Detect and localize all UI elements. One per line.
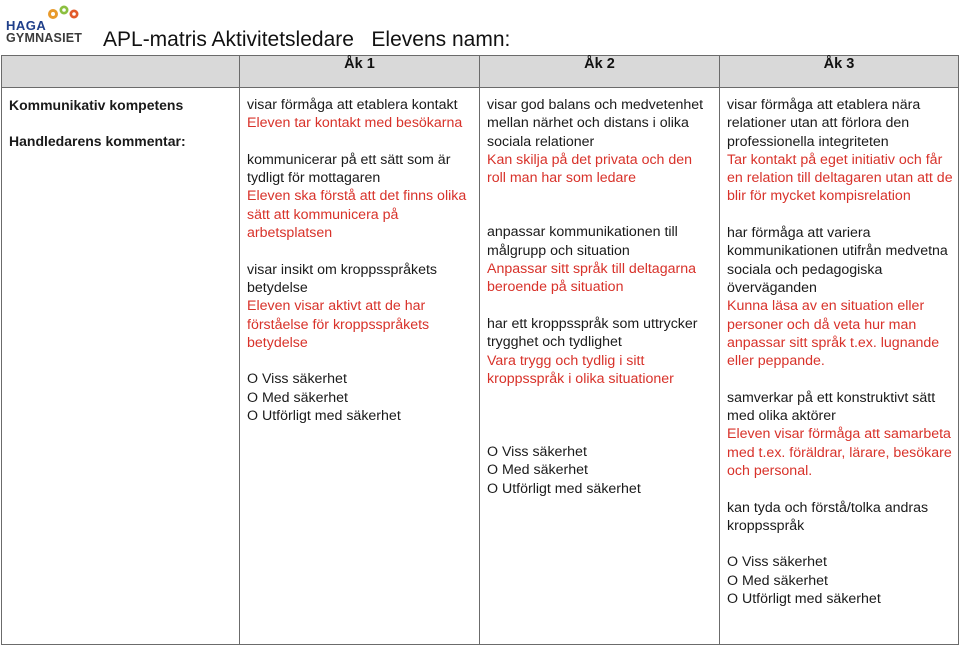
criterion-block (247, 261, 474, 352)
criterion-example: Kan skilja på det privata och den roll man har som ledare (487, 151, 693, 187)
criterion-block (487, 223, 714, 296)
header-empty-cell (2, 56, 240, 88)
option-utforligt-med-sakerhet[interactable]: O Utförligt med säkerhet (727, 591, 881, 608)
option-viss-sakerhet[interactable]: O Viss säkerhet (727, 554, 827, 571)
column-header-ak2: Åk 2 (480, 56, 720, 88)
header-row (2, 56, 959, 88)
criterion-text: kan tyda och förstå/tolka andras kroppsspråk (727, 499, 929, 534)
criterion-example: Eleven ska förstå att det finns olika sätt att kommunicera på arbetsplatsen (247, 188, 467, 242)
page-title: APL-matris Aktivitetsledare Elevens namn: (103, 28, 511, 51)
criterion-text: har förmåga att variera kommunikationen utifrån medvetna sociala och pedagogiska överväganden (727, 225, 948, 296)
option-viss-sakerhet[interactable]: O Viss säkerhet (487, 444, 587, 461)
criterion-example: Anpassar sitt språk till deltagarna beroende på situation (487, 261, 696, 296)
option-utforligt-med-sakerhet[interactable]: O Utförligt med säkerhet (247, 408, 401, 425)
row-label-cell (2, 88, 240, 645)
criterion-block (727, 389, 953, 480)
criterion-example: Eleven tar kontakt med besökarna (247, 115, 463, 132)
criterion-block (487, 96, 714, 187)
criterion-text: visar förmåga att etablera kontakt (247, 97, 458, 113)
criterion-text: har ett kroppsspråk som uttrycker trygghet och tydlighet (487, 315, 698, 351)
assessment-options (487, 443, 714, 498)
logo-text-haga: HAGA (6, 18, 47, 33)
row-label-competence: Kommunikativ kompetens (9, 97, 184, 113)
criterion-example: Kunna läsa av en situation eller personer och då veta hur man anpassar sitt språk t.ex. lugnande eller peppande. (727, 298, 940, 370)
criterion-block (727, 224, 953, 370)
criterion-text: visar förmåga att etablera nära relationer utan att förlora den professionella integriteten (727, 97, 921, 150)
option-viss-sakerhet[interactable]: O Viss säkerhet (247, 371, 347, 388)
criterion-text: visar god balans och medvetenhet mellan närhet och distans i olika sociala relationer (487, 97, 704, 150)
option-med-sakerhet[interactable]: O Med säkerhet (727, 572, 828, 589)
criterion-block (247, 96, 474, 133)
criterion-example: Vara trygg och tydlig i sitt kroppsspråk i olika situationer (487, 352, 674, 387)
criterion-block (727, 499, 953, 536)
ak1-cell (240, 88, 480, 645)
criterion-text: anpassar kommunikationen till målgrupp och situation (487, 224, 678, 259)
assessment-options (247, 370, 474, 425)
criterion-text: visar insikt om kroppsspråkets betydelse (247, 261, 438, 296)
column-header-ak1: Åk 1 (240, 56, 480, 88)
column-header-ak3: Åk 3 (720, 56, 959, 88)
criterion-example: Eleven visar förmåga att samarbeta med t.ex. föräldrar, lärare, besökare och personal. (727, 426, 952, 479)
option-med-sakerhet[interactable]: O Med säkerhet (247, 389, 348, 406)
option-med-sakerhet[interactable]: O Med säkerhet (487, 462, 588, 479)
competence-row (2, 88, 959, 645)
criterion-example: Tar kontakt på eget initiativ och får en relation till deltagaren utan att de blir för mycket kompisrelation (727, 151, 953, 205)
criterion-block (247, 151, 474, 242)
logo-text-gymnasiet: GYMNASIET (6, 31, 83, 45)
criterion-example: Eleven visar aktivt att de har förståelse för kroppsspråkets betydelse (247, 298, 430, 351)
criterion-block (487, 315, 714, 388)
apl-matrix-table (1, 55, 959, 645)
row-label-supervisor-comment: Handledarens kommentar: (9, 133, 186, 149)
assessment-options (727, 553, 953, 608)
gears-icon (44, 4, 84, 22)
school-logo (4, 4, 94, 48)
ak2-cell (480, 88, 720, 645)
criterion-block (727, 96, 953, 206)
option-utforligt-med-sakerhet[interactable]: O Utförligt med säkerhet (487, 480, 641, 497)
criterion-text: kommunicerar på ett sätt som är tydligt för mottagaren (247, 151, 451, 187)
ak3-cell (720, 88, 959, 645)
criterion-text: samverkar på ett konstruktivt sätt med olika aktörer (727, 389, 936, 425)
page-header (0, 0, 960, 55)
